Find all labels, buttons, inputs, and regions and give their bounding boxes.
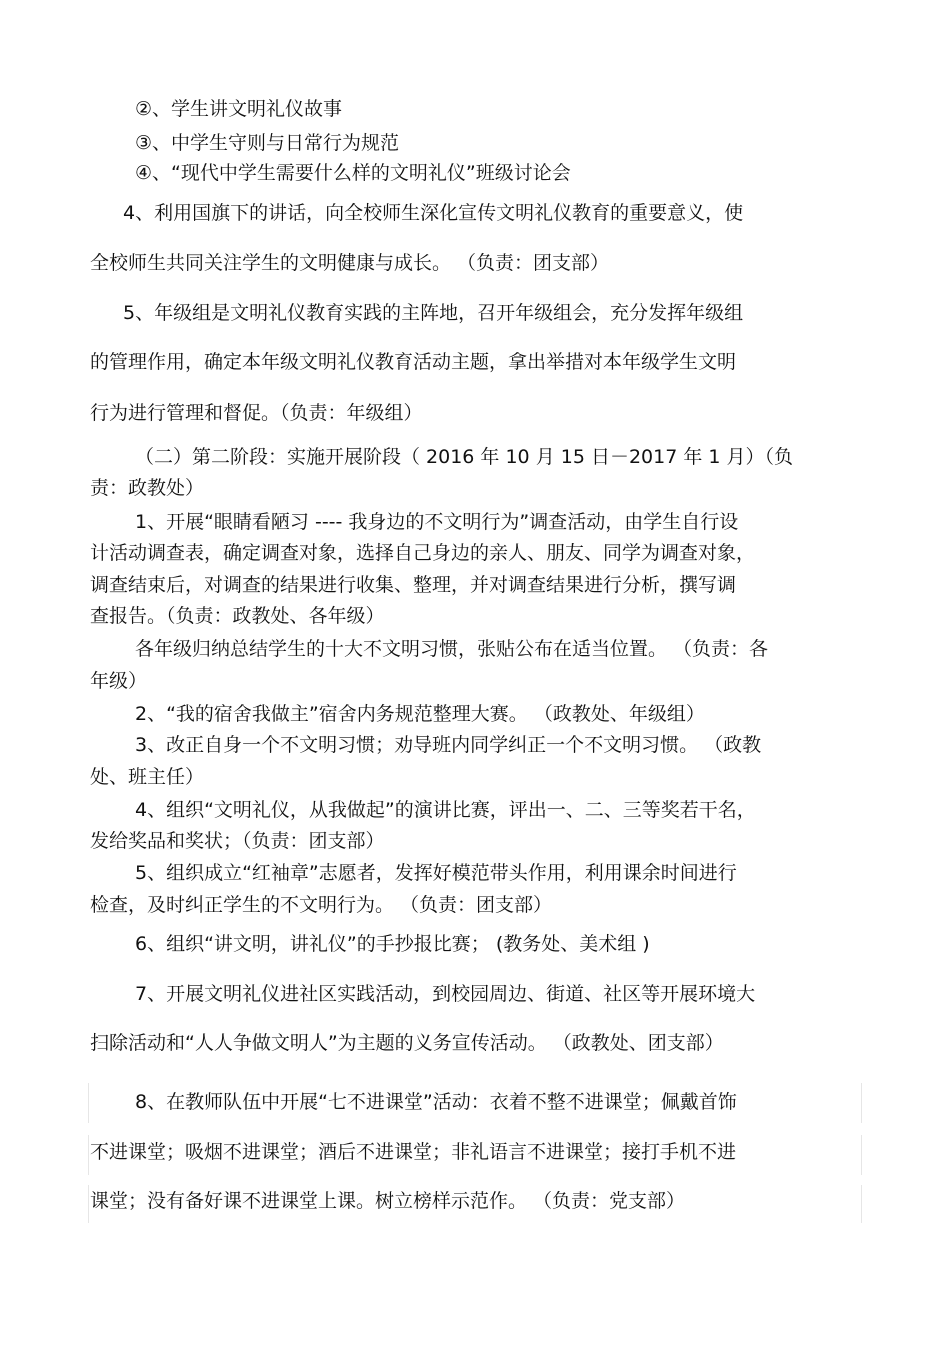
text-line: ④、“现代中学生需要什么样的文明礼仪”班级讨论会 bbox=[135, 162, 571, 184]
text-line: 调查结束后，对调查的结果进行收集、整理，并对调查结果进行分析，撰写调 bbox=[90, 574, 737, 596]
text-line: 6、组织“讲文明，讲礼仪”的手抄报比赛； (教务处、美术组 ) bbox=[135, 933, 650, 955]
text-line: 各年级归纳总结学生的十大不文明习惯，张贴公布在适当位置。 （负责：各 bbox=[135, 638, 769, 660]
text-line: 5、组织成立“红袖章”志愿者，发挥好模范带头作用，利用课余时间进行 bbox=[135, 862, 737, 884]
text-line: 责：政教处） bbox=[90, 477, 205, 499]
text-line: 2、“我的宿舍我做主”宿舍内务规范整理大赛。 （政教处、年级组） bbox=[135, 703, 705, 725]
text-line: 行为进行管理和督促。（负责：年级组） bbox=[90, 402, 423, 424]
text-line: 的管理作用，确定本年级文明礼仪教育活动主题，拿出举措对本年级学生文明 bbox=[90, 351, 737, 373]
text-line: 7、开展文明礼仪进社区实践活动，到校园周边、街道、社区等开展环境大 bbox=[135, 983, 756, 1005]
text-line: 计活动调查表，确定调查对象，选择自己身边的亲人、朋友、同学为调查对象， bbox=[90, 542, 756, 564]
text-line: 不进课堂；吸烟不进课堂；酒后不进课堂；非礼语言不进课堂；接打手机不进 bbox=[90, 1141, 737, 1163]
text-line: 全校师生共同关注学生的文明健康与成长。 （负责：团支部） bbox=[90, 252, 610, 274]
text-line: 发给奖品和奖状；（负责：团支部） bbox=[90, 830, 385, 852]
text-line: 查报告。（负责：政教处、各年级） bbox=[90, 605, 385, 627]
text-line: 1、开展“眼睛看陋习 ---- 我身边的不文明行为”调查活动，由学生自行设 bbox=[135, 511, 739, 533]
text-line: 扫除活动和“人人争做文明人”为主题的义务宣传活动。 （政教处、团支部） bbox=[90, 1032, 724, 1054]
text-line: ②、学生讲文明礼仪故事 bbox=[135, 98, 343, 120]
text-line: 年级） bbox=[90, 670, 148, 692]
text-line: 4、利用国旗下的讲话，向全校师生深化宣传文明礼仪教育的重要意义，使 bbox=[123, 202, 744, 224]
text-line: 处、班主任） bbox=[90, 766, 205, 788]
text-line: ③、中学生守则与日常行为规范 bbox=[135, 132, 400, 154]
text-line: 5、年级组是文明礼仪教育实践的主阵地，召开年级组会，充分发挥年级组 bbox=[123, 302, 744, 324]
text-line: 3、改正自身一个不文明习惯；劝导班内同学纠正一个不文明习惯。 （政教 bbox=[135, 734, 762, 756]
text-line: 课堂；没有备好课不进课堂上课。树立榜样示范作。 （负责：党支部） bbox=[90, 1190, 686, 1212]
section-heading: （二）第二阶段：实施开展阶段（ 2016 年 10 月 15 日－2017 年 1 月）（负 bbox=[135, 446, 794, 468]
text-line: 检查，及时纠正学生的不文明行为。 （负责：团支部） bbox=[90, 894, 553, 916]
text-line: 4、组织“文明礼仪，从我做起”的演讲比赛，评出一、二、三等奖若干名， bbox=[135, 799, 756, 821]
text-line: 8、在教师队伍中开展“七不进课堂”活动：衣着不整不进课堂；佩戴首饰 bbox=[135, 1091, 737, 1113]
